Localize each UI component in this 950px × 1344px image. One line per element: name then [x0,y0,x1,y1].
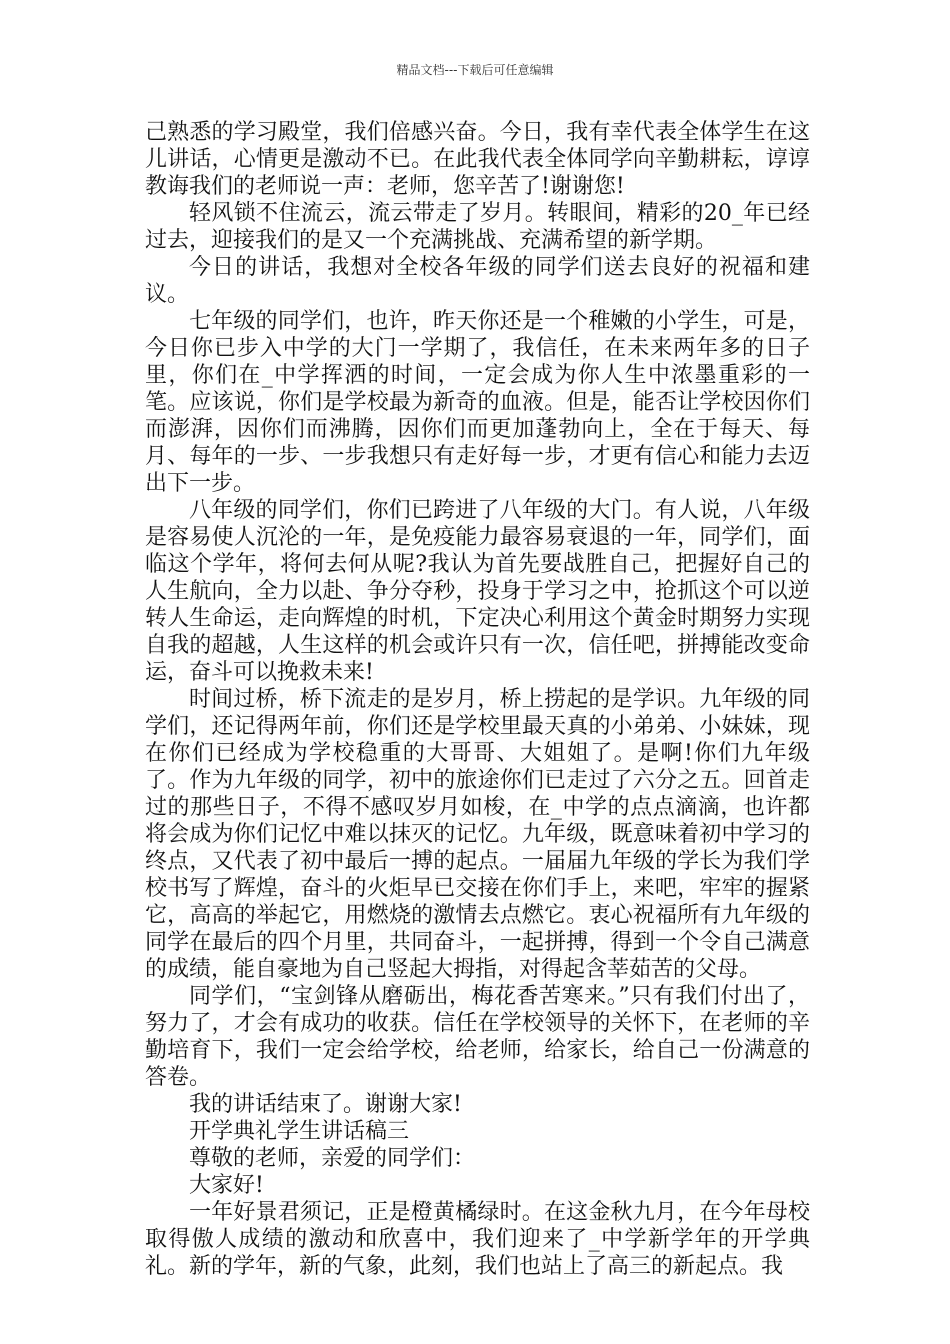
page-header: 精品文档---下载后可任意编辑 [396,63,554,77]
paragraph-1: 己熟悉的学习殿堂，我们倍感兴奋。今日，我有幸代表全体学生在这儿讲话，心情更是激动不已。在此我代表全体同学向辛勤耕耘，谆谆教诲我们的老师说一声：老师，您辛苦了!谢谢您! [145,120,810,199]
paragraph-12: 一年好景君须记，正是橙黄橘绿时。在这金秋九月，在今年母校取得傲人成绩的激动和欣喜中，我们迎来了_中学新学年的开学典礼。新的学年，新的气象，此刻，我们也站上了高三的新起点。我 [145,1200,810,1279]
paragraph-8: 我的讲话结束了。谢谢大家! [189,1092,462,1117]
paragraph-4: 七年级的同学们，也许，昨天你还是一个稚嫩的小学生，可是，今日你已步入中学的大门一学期了，我信任，在未来两年多的日子里，你们在_中学挥洒的时间，一定会成为你人生中浓墨重彩的一笔。应该说，你们是学校最为新奇的血液。但是，能否让学校因你们而澎湃，因你们而沸腾，因你们而更加蓬勃向上，全在于每天、每月、每年的一步、一步我想只有走好每一步，才更有信心和能力去迈出下一步。 [145,309,810,496]
paragraph-2: 轻风锁不住流云，流云带走了岁月。转眼间，精彩的20_年已经过去，迎接我们的是又一个充满挑战、充满希望的新学期。 [145,201,810,253]
paragraph-6: 时间过桥，桥下流走的是岁月，桥上捞起的是学识。九年级的同学们，还记得两年前，你们还是学校里最天真的小弟弟、小妹妹，现在你们已经成为学校稳重的大哥哥、大姐姐了。是啊!你们九年级了。作为九年级的同学，初中的旅途你们已走过了六分之五。回首走过的那些日子，不得不感叹岁月如梭，在_中学的点点滴滴，也许都将会成为你们记忆中难以抹灭的记忆。九年级，既意味着初中学习的终点，又代表了初中最后一搏的起点。一届届九年级的学长为我们学校书写了辉煌，奋斗的火炬早已交接在你们手上，来吧，牢牢的握紧它，高高的举起它，用燃烧的激情去点燃它。衷心祝福所有九年级的同学在最后的四个月里，共同奋斗，一起拼搏，得到一个令自己满意的成绩，能自豪地为自己竖起大拇指，对得起含莘茹苦的父母。 [145,687,810,982]
salutation: 尊敬的老师，亲爱的同学们： [189,1146,476,1171]
paragraph-5: 八年级的同学们，你们已跨进了八年级的大门。有人说，八年级是容易使人沉沦的一年，是免疫能力最容易衰退的一年，同学们，面临这个学年，将何去何从呢?我认为首先要战胜自己，把握好自己的人生航向，全力以赴、争分夺秒，投身于学习之中，抢抓这个可以逆转人生命运，走向辉煌的时机，下定决心利用这个黄金时期努力实现自我的超越，人生这样的机会或许只有一次，信任吧，拼搏能改变命运，奋斗可以挽救未来! [145,498,810,685]
greeting: 大家好! [189,1173,264,1198]
document-body [145,119,810,1280]
paragraph-3: 今日的讲话，我想对全校各年级的同学们送去良好的祝福和建议。 [145,255,810,307]
paragraph-7: 同学们，“宝剑锋从磨砺出，梅花香苦寒来。”只有我们付出了，努力了，才会有成功的收获。信任在学校领导的关怀下，在老师的辛勤培育下，我们一定会给学校，给老师，给家长，给自己一份满意的答卷。 [145,984,810,1090]
section-title: 开学典礼学生讲话稿三 [189,1119,410,1144]
